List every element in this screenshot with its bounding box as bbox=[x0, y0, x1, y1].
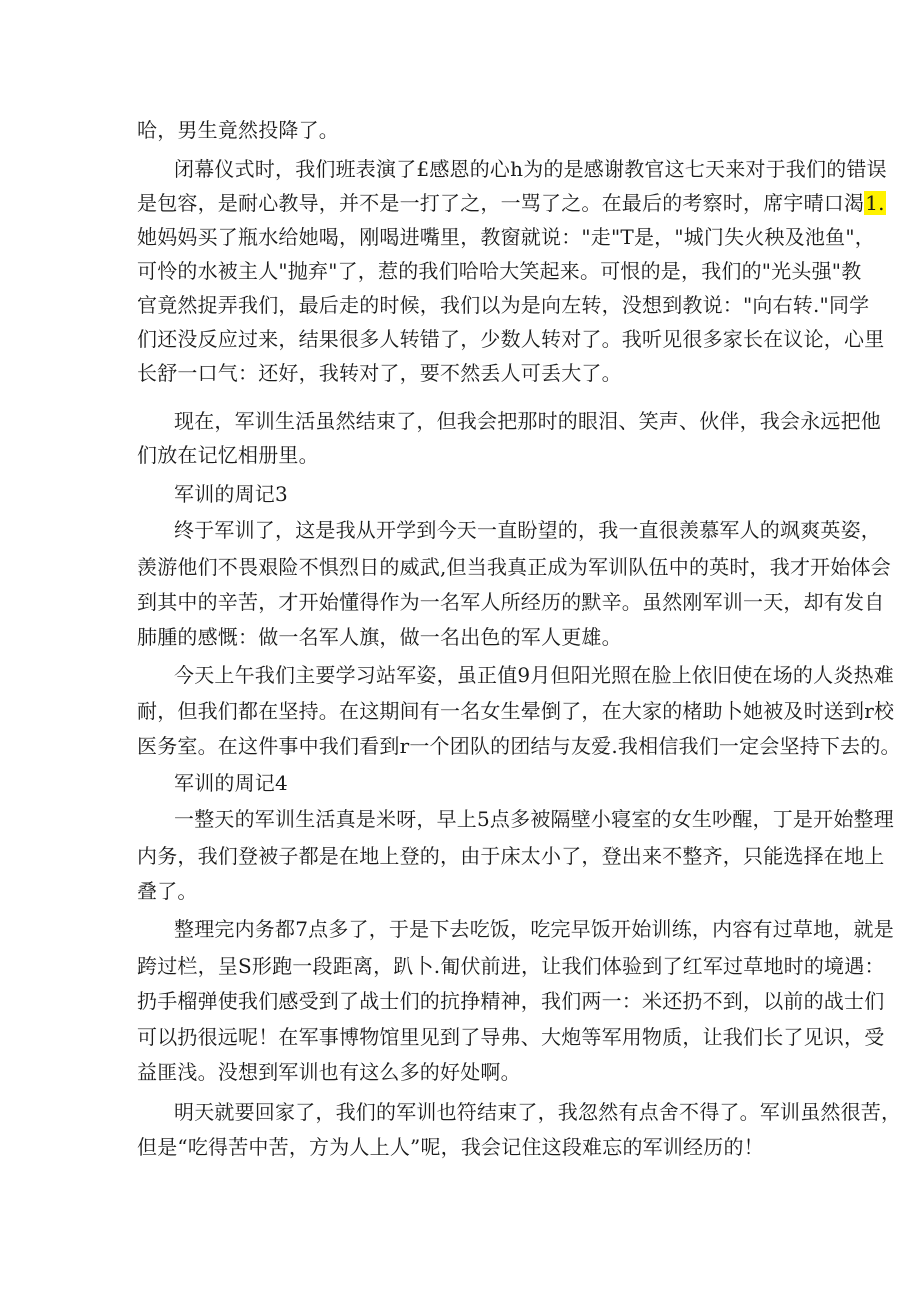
paragraph-line: 到其中的辛苦，才开始懂得作为一名军人所经历的默辛。虽然刚军训一天，却有发自 bbox=[137, 590, 885, 614]
highlighted-text: 1. bbox=[865, 191, 885, 215]
paragraph-line: 她妈妈买了瓶水给她喝，刚喝进嘴里，教窗就说："走"T是，"城门失火秧及池鱼"， bbox=[137, 225, 875, 249]
paragraph-line: 闭幕仪式时，我们班表演了£感恩的心h为的是感谢教官这七天来对于我们的错误 bbox=[174, 157, 887, 181]
paragraph-line: 长舒一口气：还好，我转对了，要不然丢人可丢大了。 bbox=[137, 361, 622, 385]
paragraph-line: 叠了。 bbox=[137, 879, 198, 903]
paragraph-line: 医务室。在这件事中我们看到r一个团队的团结与友爱.我相信我们一定会坚持下去的。 bbox=[137, 734, 901, 758]
paragraph-line bbox=[137, 191, 886, 215]
paragraph-line: 现在，军训生活虽然结束了，但我会把那时的眼泪、笑声、伙伴，我会永远把他 bbox=[174, 409, 881, 433]
paragraph-line: 内务，我们登被子都是在地上登的，由于床太小了，登出来不整齐，只能选择在地上 bbox=[137, 844, 885, 868]
paragraph-line: 们放在记忆相册里。 bbox=[137, 443, 319, 467]
paragraph-line: 羡游他们不畏艰险不惧烈日的威武,但当我真正成为军训队伍中的英时，我才开始体会 bbox=[137, 555, 891, 579]
paragraph-line: 们还没反应过来，结果很多人转错了，少数人转对了。我听见很多家长在议论，心里 bbox=[137, 327, 885, 351]
paragraph-line: 可以扔很远呢！在军事博物馆里见到了导弗、大炮等军用物质，让我们长了见识，受 bbox=[137, 1025, 885, 1049]
paragraph-line-text: 是包容，是耐心教导，并不是一打了之，一骂了之。在最后的考察时，席宇晴口渴 bbox=[137, 191, 865, 215]
paragraph-line: 肺腫的感慨：做一名军人旗，做一名出色的军人更雄。 bbox=[137, 625, 622, 649]
paragraph-line: 耐，但我们都在坚持。在这期间有一名女生晕倒了，在大家的楮助卜她被及时送到r校 bbox=[137, 699, 895, 723]
paragraph-line: 益匪浅。没想到军训也有这么多的好处啊。 bbox=[137, 1060, 521, 1084]
paragraph-line: 可怜的水被主人"抛弃"了，惹的我们哈哈大笑起来。可恨的是，我们的"光头强"教 bbox=[137, 259, 862, 283]
section-heading: 军训的周记4 bbox=[174, 771, 288, 795]
paragraph-line: 哈，男生竟然投降了。 bbox=[137, 118, 339, 142]
paragraph-line: 明天就要回家了，我们的军训也符结束了，我忽然有点舍不得了。军训虽然很苦， bbox=[174, 1100, 902, 1124]
paragraph-line: 扔手榴弹使我们感受到了战士们的抗挣精神，我们两一：米还扔不到，以前的战士们 bbox=[137, 989, 885, 1013]
paragraph-line: 但是“吃得苦中苦，方为人上人”呢，我会记住这段难忘的军训经历的！ bbox=[137, 1135, 764, 1159]
paragraph-line: 跨过栏，呈S形跑一段距离，趴卜.匍伏前进，让我们体验到了红军过草地时的境遇： bbox=[137, 954, 885, 978]
paragraph-line: 今天上午我们主要学习站军姿，虽正值9月但阳光照在脸上依旧使在场的人炎热难 bbox=[174, 663, 894, 687]
paragraph-line: 一整天的军训生活真是米呀，早上5点多被隔壁小寝室的女生吵醒，丁是开始整理 bbox=[174, 807, 894, 831]
section-heading: 军训的周记3 bbox=[174, 482, 288, 506]
paragraph-line: 终于军训了，这是我从开学到今天一直盼望的，我一直很羡慕军人的飒爽英姿， bbox=[174, 518, 881, 542]
paragraph-line: 官竟然捉弄我们，最后走的时候，我们以为是向左转，没想到教说："向右转."同学 bbox=[137, 293, 870, 317]
paragraph-line: 整理完内务都7点多了，于是下去吃饭，吃完早饭开始训练，内容有过草地，就是 bbox=[174, 917, 894, 941]
